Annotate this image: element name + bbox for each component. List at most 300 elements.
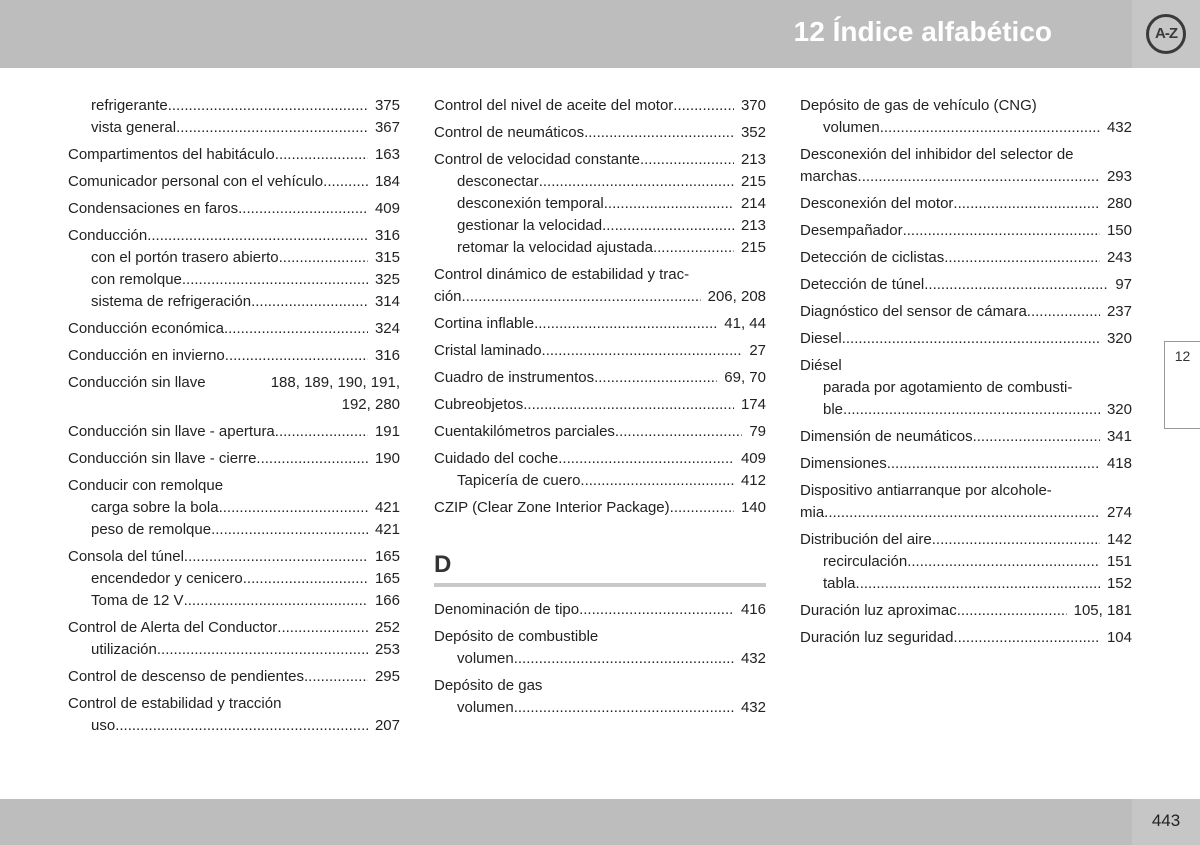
entry-label: retomar la velocidad ajustada — [457, 239, 653, 256]
dot-leader — [558, 448, 734, 470]
entry-label: Control de Alerta del Conductor — [68, 619, 278, 636]
index-line[interactable] — [68, 345, 400, 367]
entry-label: carga sobre la bola — [91, 499, 219, 516]
index-subentry[interactable] — [800, 573, 1132, 595]
dot-leader — [640, 149, 734, 171]
page-ref[interactable]: 295 — [374, 668, 400, 685]
index-line[interactable] — [800, 328, 1132, 350]
index-entry — [434, 122, 766, 144]
page-ref[interactable]: 432 — [1106, 119, 1132, 136]
page-ref[interactable]: 165 — [374, 570, 400, 587]
page-title: 12 Índice alfabético — [793, 16, 1052, 47]
page-ref[interactable]: 280 — [1106, 195, 1132, 212]
entry-heading — [68, 475, 400, 497]
dot-leader — [523, 394, 734, 416]
index-subentry[interactable] — [434, 648, 766, 670]
index-line[interactable] — [68, 144, 400, 166]
index-line[interactable] — [800, 274, 1132, 296]
entry-label: Depósito de gas de vehículo (CNG) — [800, 97, 1037, 114]
entry-heading — [800, 480, 1132, 502]
index-entry — [434, 421, 766, 443]
page-ref[interactable]: 409 — [374, 200, 400, 217]
dot-leader — [903, 220, 1100, 242]
index-subentry[interactable] — [800, 117, 1132, 139]
index-entry — [68, 144, 400, 166]
index-subentry[interactable] — [68, 117, 400, 139]
page-ref[interactable]: 421 — [374, 499, 400, 516]
index-line[interactable] — [68, 171, 400, 193]
index-entry — [800, 529, 1132, 595]
entry-label: Depósito de gas — [434, 677, 543, 694]
dot-leader — [924, 274, 1108, 296]
dot-leader — [224, 318, 368, 340]
index-entry — [434, 264, 766, 308]
index-entry — [800, 480, 1132, 524]
page-ref[interactable]: 252 — [374, 619, 400, 636]
page-ref[interactable]: 213 — [740, 151, 766, 168]
index-line[interactable] — [68, 546, 400, 568]
dot-leader — [184, 590, 368, 612]
dot-leader — [856, 573, 1100, 595]
page-ref[interactable]: 418 — [1106, 455, 1132, 472]
entry-label: ción — [434, 288, 462, 305]
dot-leader — [880, 117, 1100, 139]
a-z-icon: A-Z — [1146, 14, 1186, 54]
page-ref[interactable]: 237 — [1106, 303, 1132, 320]
index-line[interactable] — [434, 122, 766, 144]
index-entry — [800, 274, 1132, 296]
entry-label: Control del nivel de aceite del motor — [434, 97, 674, 114]
index-entry — [434, 313, 766, 335]
index-column-1 — [68, 95, 400, 742]
index-subentry[interactable] — [800, 551, 1132, 573]
entry-heading — [68, 693, 400, 715]
entry-label: encendedor y cenicero — [91, 570, 243, 587]
page-ref[interactable]: 320 — [1106, 330, 1132, 347]
index-subentry[interactable] — [68, 95, 400, 117]
index-entry — [800, 220, 1132, 242]
index-entry — [68, 95, 400, 139]
dot-leader — [534, 313, 717, 335]
entry-heading — [800, 144, 1132, 166]
index-line[interactable] — [800, 301, 1132, 323]
index-subentry[interactable] — [68, 590, 400, 612]
index-line[interactable] — [800, 502, 1132, 524]
entry-label: Dimensión de neumáticos — [800, 428, 973, 445]
dot-leader — [542, 340, 743, 362]
chapter-side-tab[interactable] — [1164, 341, 1200, 429]
dot-leader — [932, 529, 1100, 551]
index-line[interactable] — [68, 225, 400, 247]
page-ref[interactable]: 165 — [374, 548, 400, 565]
entry-label: Control de estabilidad y tracción — [68, 695, 282, 712]
entry-label: Consola del túnel — [68, 548, 184, 565]
entry-label: Conducción sin llave — [68, 374, 206, 391]
page-ref[interactable]: 367 — [374, 119, 400, 136]
entry-label: Depósito de combustible — [434, 628, 599, 645]
page-ref[interactable]: 192, 280 — [341, 396, 400, 413]
dot-leader — [579, 599, 734, 621]
index-line[interactable] — [68, 666, 400, 688]
entry-label: Dispositivo antiarranque por alcohole- — [800, 482, 1052, 499]
entry-label: desconectar — [457, 173, 539, 190]
dot-leader — [944, 247, 1100, 269]
index-entry — [68, 225, 400, 313]
entry-label: Denominación de tipo — [434, 601, 580, 618]
entry-label: Cubreobjetos — [434, 396, 524, 413]
entry-label: Diésel — [800, 357, 842, 374]
entry-label: Conducir con remolque — [68, 477, 224, 494]
page-ref[interactable]: 174 — [740, 396, 766, 413]
dot-leader — [219, 497, 368, 519]
dot-leader — [887, 453, 1100, 475]
letter-heading: D — [434, 551, 452, 578]
page-ref[interactable]: 409 — [740, 450, 766, 467]
index-entry — [434, 394, 766, 416]
entry-label: Conducción — [68, 227, 148, 244]
index-entry — [68, 666, 400, 688]
page-ref[interactable]: 416 — [740, 601, 766, 618]
index-line-continuation — [68, 394, 400, 416]
index-subentry[interactable] — [434, 171, 766, 193]
entry-label: Conducción sin llave - cierre — [68, 450, 257, 467]
index-line[interactable] — [800, 247, 1132, 269]
index-entry — [800, 453, 1132, 475]
index-line[interactable] — [434, 286, 766, 308]
index-line[interactable] — [800, 220, 1132, 242]
index-line[interactable] — [800, 426, 1132, 448]
page-ref[interactable]: 206, 208 — [707, 288, 766, 305]
index-entry — [68, 448, 400, 470]
index-entry — [434, 675, 766, 719]
page-ref[interactable]: 314 — [374, 293, 400, 310]
dot-leader — [279, 247, 368, 269]
entry-label: Diagnóstico del sensor de cámara — [800, 303, 1027, 320]
page-ref[interactable]: 214 — [740, 195, 766, 212]
page-ref[interactable]: 151 — [1106, 553, 1132, 570]
index-subentry[interactable] — [68, 715, 400, 737]
header-bar — [0, 0, 1132, 68]
index-subentry[interactable] — [434, 237, 766, 259]
page-number: 443 — [1151, 811, 1181, 830]
page-ref[interactable]: 79 — [749, 423, 766, 440]
dot-leader — [323, 171, 368, 193]
index-line[interactable] — [68, 198, 400, 220]
index-line[interactable] — [434, 313, 766, 335]
index-entry — [434, 599, 766, 621]
page-ref[interactable]: 316 — [374, 347, 400, 364]
index-line[interactable] — [68, 318, 400, 340]
index-line[interactable] — [68, 617, 400, 639]
page-ref[interactable]: 421 — [374, 521, 400, 538]
index-entry — [800, 95, 1132, 139]
dot-leader — [843, 399, 1100, 421]
entry-label: Dimensiones — [800, 455, 887, 472]
index-line[interactable] — [68, 372, 400, 394]
dot-leader — [957, 600, 1067, 622]
entry-label: desconexión temporal — [457, 195, 604, 212]
entry-label: Cortina inflable — [434, 315, 535, 332]
page-ref[interactable]: 105, 181 — [1073, 602, 1132, 619]
page-ref[interactable]: 325 — [374, 271, 400, 288]
index-entry — [68, 617, 400, 661]
page-ref[interactable]: 104 — [1106, 629, 1132, 646]
entry-label: Conducción en invierno — [68, 347, 225, 364]
index-line[interactable] — [434, 421, 766, 443]
dot-leader — [184, 546, 368, 568]
index-line[interactable] — [800, 166, 1132, 188]
page-ref[interactable]: 27 — [749, 342, 766, 359]
index-entry — [800, 144, 1132, 188]
page-ref[interactable]: 142 — [1106, 531, 1132, 548]
index-entry — [434, 367, 766, 389]
entry-label: refrigerante — [91, 97, 168, 114]
letter-section-heading — [434, 551, 766, 587]
page-ref[interactable]: 213 — [740, 217, 766, 234]
page-ref[interactable]: 215 — [740, 173, 766, 190]
dot-leader — [115, 715, 368, 737]
entry-label: marchas — [800, 168, 858, 185]
dot-leader — [842, 328, 1100, 350]
dot-leader — [243, 568, 368, 590]
index-entry — [800, 301, 1132, 323]
index-entry — [434, 340, 766, 362]
page-ref[interactable]: 150 — [1106, 222, 1132, 239]
index-entry — [68, 198, 400, 220]
dot-leader — [653, 237, 734, 259]
entry-label: Diesel — [800, 330, 842, 347]
entry-label: mia — [800, 504, 825, 521]
index-subentry[interactable] — [68, 247, 400, 269]
footer-page-tab — [1132, 799, 1200, 845]
dot-leader — [539, 171, 734, 193]
dot-leader — [176, 117, 368, 139]
index-entry — [68, 421, 400, 443]
dot-leader — [615, 421, 742, 443]
dot-leader — [211, 519, 368, 541]
entry-label: con el portón trasero abierto — [91, 249, 279, 266]
index-line[interactable] — [434, 95, 766, 117]
dot-leader — [858, 166, 1100, 188]
index-entry — [800, 247, 1132, 269]
entry-label: Conducción sin llave - apertura — [68, 423, 275, 440]
letter-divider — [434, 583, 766, 587]
entry-label: Cristal laminado — [434, 342, 542, 359]
index-entry — [434, 497, 766, 519]
page-ref[interactable]: 375 — [374, 97, 400, 114]
page-ref[interactable]: 320 — [1106, 401, 1132, 418]
dot-leader — [673, 95, 734, 117]
page-ref[interactable]: 412 — [740, 472, 766, 489]
page-ref[interactable]: 190 — [374, 450, 400, 467]
index-line[interactable] — [434, 599, 766, 621]
index-line[interactable] — [434, 367, 766, 389]
dot-leader — [604, 193, 734, 215]
page-ref[interactable]: 293 — [1106, 168, 1132, 185]
page-ref[interactable]: 69, 70 — [724, 369, 766, 386]
page-ref[interactable]: 274 — [1106, 504, 1132, 521]
entry-label: tabla — [823, 575, 856, 592]
dot-leader — [824, 502, 1100, 524]
dot-leader — [147, 225, 368, 247]
page-ref[interactable]: 140 — [740, 499, 766, 516]
entry-label: Control dinámico de estabilidad y trac- — [434, 266, 690, 283]
entry-heading — [800, 355, 1132, 377]
index-line[interactable] — [68, 421, 400, 443]
entry-heading — [434, 264, 766, 286]
entry-label: Detección de ciclistas — [800, 249, 945, 266]
chapter-side-tab-label: 12 — [1174, 348, 1191, 364]
entry-label: Detección de túnel — [800, 276, 925, 293]
entry-label: Tapicería de cuero — [457, 472, 581, 489]
index-entry — [434, 95, 766, 117]
index-entry — [800, 627, 1132, 649]
index-subentry[interactable] — [68, 291, 400, 313]
entry-label: Compartimentos del habitáculo — [68, 146, 275, 163]
page-ref[interactable]: 341 — [1106, 428, 1132, 445]
index-entry — [800, 193, 1132, 215]
index-entry — [800, 328, 1132, 350]
index-subentry[interactable] — [68, 639, 400, 661]
dot-leader — [514, 648, 734, 670]
page-ref[interactable]: 352 — [740, 124, 766, 141]
index-line[interactable] — [800, 529, 1132, 551]
dot-leader — [251, 291, 368, 313]
dot-leader — [514, 697, 734, 719]
index-entry — [68, 372, 400, 416]
entry-label: volumen — [823, 119, 880, 136]
page-ref[interactable]: 215 — [740, 239, 766, 256]
entry-label: Desconexión del motor — [800, 195, 954, 212]
entry-label: Control de velocidad constante — [434, 151, 640, 168]
index-subentry[interactable] — [68, 568, 400, 590]
entry-label: parada por agotamiento de combusti- — [823, 379, 1073, 396]
entry-heading — [434, 626, 766, 648]
entry-label: volumen — [457, 699, 514, 716]
entry-label: Desempañador — [800, 222, 903, 239]
index-line[interactable] — [800, 193, 1132, 215]
dot-leader — [462, 286, 701, 308]
index-entry — [68, 171, 400, 193]
entry-label: utilización — [91, 641, 157, 658]
dot-leader — [275, 421, 368, 443]
page-ref[interactable]: 316 — [374, 227, 400, 244]
index-entry — [68, 345, 400, 367]
index-line[interactable] — [434, 149, 766, 171]
entry-label: recirculación — [823, 553, 908, 570]
page-ref[interactable]: 97 — [1115, 276, 1132, 293]
page-ref[interactable]: 370 — [740, 97, 766, 114]
index-line[interactable] — [800, 600, 1132, 622]
dot-leader — [953, 627, 1100, 649]
page-ref[interactable]: 207 — [374, 717, 400, 734]
index-entry — [800, 426, 1132, 448]
entry-label: Distribución del aire — [800, 531, 932, 548]
index-entry — [68, 546, 400, 612]
index-subentry[interactable] — [800, 399, 1132, 421]
entry-label: con remolque — [91, 271, 182, 288]
entry-label: sistema de refrigeración — [91, 293, 252, 310]
index-entry — [68, 318, 400, 340]
page-ref[interactable]: 253 — [374, 641, 400, 658]
index-column-3 — [800, 95, 1132, 654]
entry-heading — [800, 377, 1132, 399]
dot-leader — [304, 666, 368, 688]
index-entry — [434, 626, 766, 670]
entry-heading — [434, 675, 766, 697]
index-subentry[interactable] — [434, 193, 766, 215]
dot-leader — [907, 551, 1100, 573]
dot-leader — [275, 144, 368, 166]
entry-label: Comunicador personal con el vehículo — [68, 173, 324, 190]
entry-label: Conducción económica — [68, 320, 224, 337]
dot-leader — [256, 448, 368, 470]
page-ref[interactable]: 315 — [374, 249, 400, 266]
index-subentry[interactable] — [68, 497, 400, 519]
entry-label: peso de remolque — [91, 521, 212, 538]
entry-label: Control de descenso de pendientes — [68, 668, 305, 685]
entry-label: Duración luz seguridad — [800, 629, 954, 646]
index-entry — [68, 693, 400, 737]
index-subentry[interactable] — [68, 269, 400, 291]
page-ref[interactable]: 324 — [374, 320, 400, 337]
page-ref[interactable]: 188, 189, 190, 191, — [270, 374, 400, 391]
header-icon-tab — [1132, 0, 1200, 68]
index-entry — [68, 475, 400, 541]
dot-leader — [1027, 301, 1100, 323]
index-subentry[interactable] — [434, 697, 766, 719]
entry-label: Cuadro de instrumentos — [434, 369, 595, 386]
entry-label: Control de neumáticos — [434, 124, 585, 141]
index-line[interactable] — [434, 394, 766, 416]
dot-leader — [670, 497, 734, 519]
index-subentry[interactable] — [434, 215, 766, 237]
index-entry — [800, 355, 1132, 421]
page-ref[interactable]: 41, 44 — [724, 315, 766, 332]
entry-label: Duración luz aproximac — [800, 602, 957, 619]
index-subentry[interactable] — [68, 519, 400, 541]
index-subentry[interactable] — [434, 470, 766, 492]
dot-leader — [157, 639, 368, 661]
dot-leader — [238, 198, 368, 220]
index-line[interactable] — [434, 497, 766, 519]
page-ref[interactable]: 432 — [740, 699, 766, 716]
page-ref[interactable]: 243 — [1106, 249, 1132, 266]
page-ref[interactable]: 152 — [1106, 575, 1132, 592]
page-ref[interactable]: 166 — [374, 592, 400, 609]
index-line[interactable] — [434, 448, 766, 470]
index-line[interactable] — [800, 453, 1132, 475]
index-line[interactable] — [68, 448, 400, 470]
entry-label: vista general — [91, 119, 177, 136]
entry-label: ble — [823, 401, 844, 418]
index-line[interactable] — [434, 340, 766, 362]
index-column-2 — [434, 95, 766, 724]
page-ref[interactable]: 191 — [374, 423, 400, 440]
entry-label: uso — [91, 717, 116, 734]
entry-label: gestionar la velocidad — [457, 217, 603, 234]
index-line[interactable] — [800, 627, 1132, 649]
page-ref[interactable]: 163 — [374, 146, 400, 163]
dot-leader — [602, 215, 734, 237]
page-ref[interactable]: 432 — [740, 650, 766, 667]
dot-leader — [182, 269, 368, 291]
dot-leader — [277, 617, 368, 639]
index-entry — [434, 448, 766, 492]
entry-label: volumen — [457, 650, 514, 667]
page-ref[interactable]: 184 — [374, 173, 400, 190]
entry-label: Cuidado del coche — [434, 450, 559, 467]
